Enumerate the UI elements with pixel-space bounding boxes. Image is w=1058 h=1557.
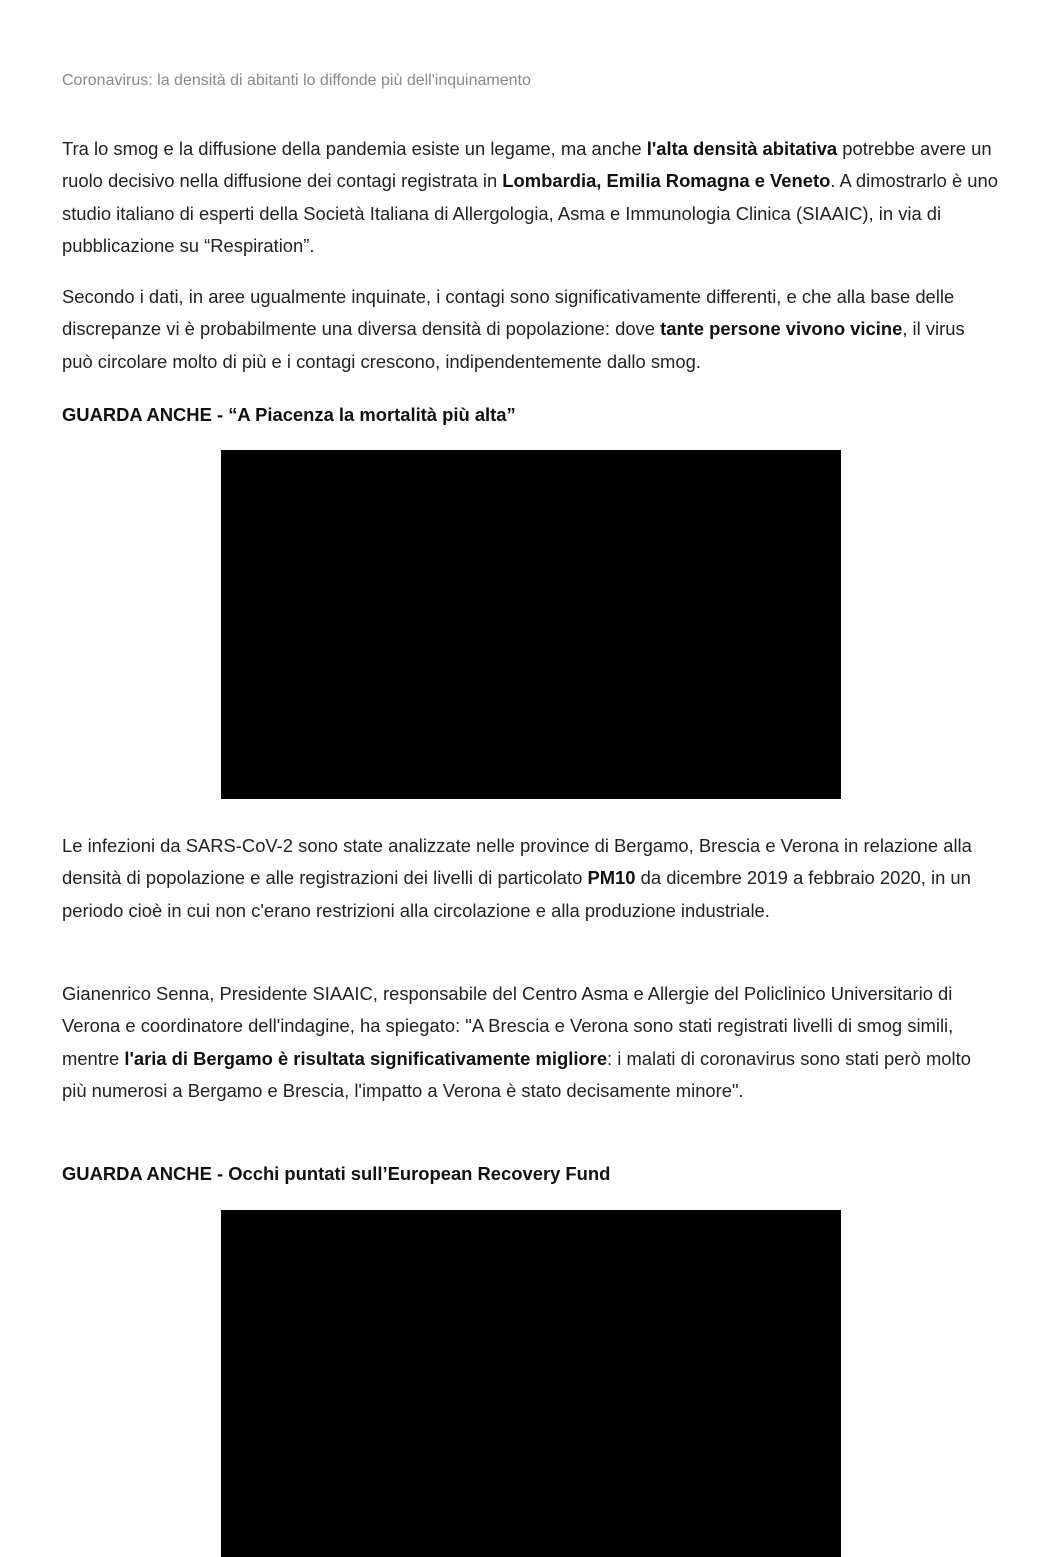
- bold-text: l'aria di Bergamo è risultata significativamente migliore: [124, 1047, 608, 1069]
- bold-text: l'alta densità abitativa: [646, 138, 838, 159]
- paragraph-text: da dicembre 2019 a febbraio 2020, in un periodo cioè in cui non c'erano restrizioni alla circolazione e alla produzione industriale.: [62, 867, 971, 921]
- related-link-piacenza[interactable]: GUARDA ANCHE - “A Piacenza la mortalità più alta”: [62, 404, 516, 425]
- paragraph-analysis: [62, 830, 998, 927]
- bold-text: Lombardia, Emilia Romagna e Veneto: [502, 170, 831, 192]
- paragraph-text: Secondo i dati, in aree ugualmente inquinate, i contagi sono significativamente differenti, e che alla base delle discrepanze vi è probabilmente una diversa densità di popolazione: dove: [62, 286, 955, 340]
- paragraph-text: Gianenrico Senna, Presidente SIAAIC, responsabile del Centro Asma e Allergie del Policlinico Universitario di Verona e coordinatore dell'indagine, ha spiegato: "A Brescia e Verona sono stati registrati livelli di smog simili, mentre: [62, 983, 954, 1069]
- bold-text: tante persone vivono vicine: [660, 318, 903, 340]
- paragraph-text: : i malati di coronavirus sono stati però molto più numerosi a Bergamo e Brescia, l'impatto a Verona è stato decisamente minore".: [62, 1047, 971, 1102]
- paragraph-intro: [62, 133, 998, 263]
- related-link-recovery-fund[interactable]: GUARDA ANCHE - Occhi puntati sull’European Recovery Fund: [62, 1163, 611, 1184]
- paragraph-text: Tra lo smog e la diffusione della pandemia esiste un legame, ma anche: [62, 138, 647, 159]
- paragraph-text: potrebbe avere un ruolo decisivo nella diffusione dei contagi registrata in: [62, 138, 992, 192]
- paragraph-text: , il virus può circolare molto di più e i contagi crescono, indipendentemente dallo smog.: [62, 318, 965, 372]
- paragraph-text: . A dimostrarlo è uno studio italiano di esperti della Società Italiana di Allergologia, Asma e Immunologia Clinica (SIAAIC), in via di pubblicazione su “Respiration”.: [62, 170, 998, 257]
- bold-text: PM10: [587, 867, 636, 889]
- paragraph-quote: [62, 978, 998, 1108]
- paragraph-text: Le infezioni da SARS-CoV-2 sono state analizzate nelle province di Bergamo, Brescia e Verona in relazione alla densità di popolazione e alle registrazioni dei livelli di particolato: [62, 835, 972, 889]
- article-header-title: Coronavirus: la densità di abitanti lo diffonde più dell'inquinamento: [62, 72, 531, 89]
- video-player-1[interactable]: [221, 450, 841, 799]
- video-player-2[interactable]: [221, 1210, 841, 1557]
- paragraph-data: [62, 281, 998, 378]
